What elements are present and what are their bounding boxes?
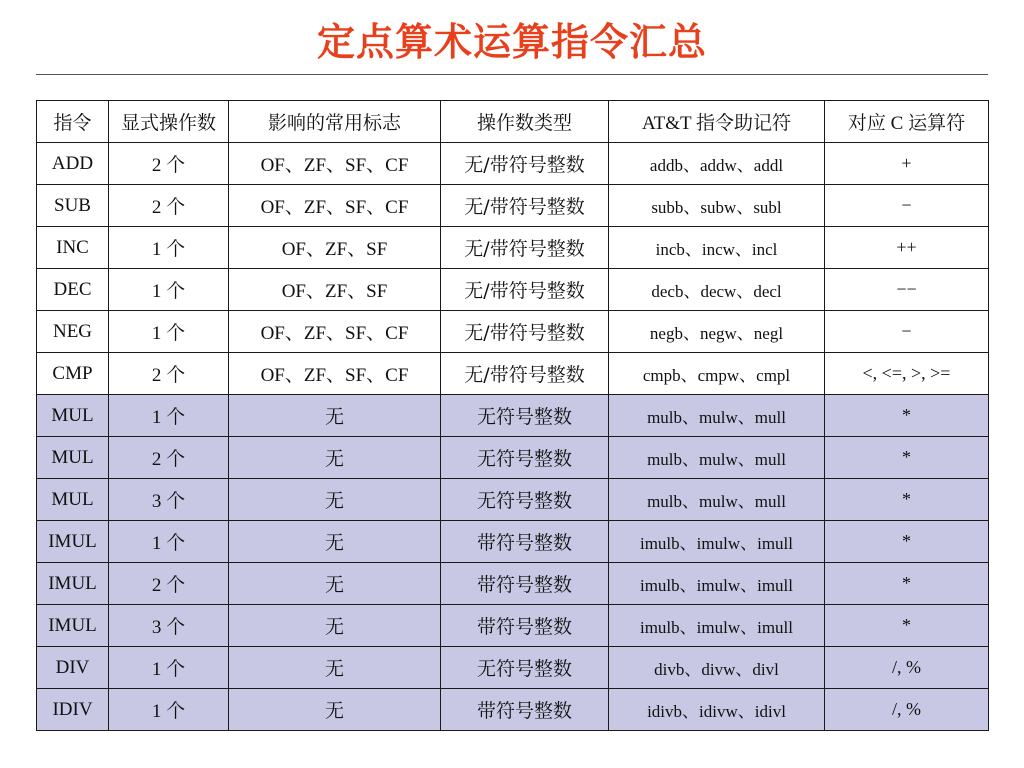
header-instruction: 指令 <box>37 101 109 143</box>
cell-flags: 无 <box>229 437 441 479</box>
cell-mnemonic: addb、addw、addl <box>609 143 825 185</box>
cell-operand-count: 1 个 <box>109 269 229 311</box>
cell-flags: OF、ZF、SF、CF <box>229 185 441 227</box>
cell-instruction: SUB <box>37 185 109 227</box>
instruction-table <box>36 100 989 731</box>
table-body <box>37 143 989 731</box>
title-divider <box>36 74 988 75</box>
cell-operand-count: 1 个 <box>109 689 229 731</box>
cell-mnemonic: negb、negw、negl <box>609 311 825 353</box>
cell-flags: 无 <box>229 521 441 563</box>
cell-flags: 无 <box>229 563 441 605</box>
header-att-mnemonic: AT&T 指令助记符 <box>609 101 825 143</box>
table-row <box>37 311 989 353</box>
cell-operand-count: 1 个 <box>109 227 229 269</box>
cell-instruction: MUL <box>37 437 109 479</box>
cell-flags: 无 <box>229 689 441 731</box>
cell-mnemonic: incb、incw、incl <box>609 227 825 269</box>
table-row <box>37 479 989 521</box>
header-c-operator: 对应 C 运算符 <box>825 101 989 143</box>
cell-mnemonic: imulb、imulw、imull <box>609 605 825 647</box>
cell-c-operator: /, % <box>825 689 989 731</box>
header-operand-type: 操作数类型 <box>441 101 609 143</box>
table-row <box>37 521 989 563</box>
table-row <box>37 647 989 689</box>
cell-operand-count: 3 个 <box>109 605 229 647</box>
cell-instruction: DEC <box>37 269 109 311</box>
cell-operand-type: 无符号整数 <box>441 437 609 479</box>
cell-flags: OF、ZF、SF <box>229 227 441 269</box>
cell-mnemonic: mulb、mulw、mull <box>609 395 825 437</box>
cell-operand-count: 2 个 <box>109 185 229 227</box>
cell-instruction: IMUL <box>37 605 109 647</box>
cell-operand-count: 1 个 <box>109 395 229 437</box>
cell-c-operator: − <box>825 311 989 353</box>
cell-flags: OF、ZF、SF、CF <box>229 143 441 185</box>
cell-mnemonic: idivb、idivw、idivl <box>609 689 825 731</box>
cell-instruction: MUL <box>37 395 109 437</box>
cell-operand-count: 1 个 <box>109 647 229 689</box>
cell-c-operator: + <box>825 143 989 185</box>
cell-instruction: MUL <box>37 479 109 521</box>
instruction-table-wrapper <box>36 100 989 731</box>
cell-operand-type: 带符号整数 <box>441 521 609 563</box>
table-row <box>37 689 989 731</box>
cell-mnemonic: cmpb、cmpw、cmpl <box>609 353 825 395</box>
cell-flags: 无 <box>229 395 441 437</box>
cell-operand-type: 无/带符号整数 <box>441 185 609 227</box>
header-affected-flags: 影响的常用标志 <box>229 101 441 143</box>
cell-operand-count: 1 个 <box>109 311 229 353</box>
cell-instruction: IDIV <box>37 689 109 731</box>
cell-c-operator: /, % <box>825 647 989 689</box>
cell-flags: 无 <box>229 605 441 647</box>
cell-operand-type: 无符号整数 <box>441 395 609 437</box>
table-row <box>37 563 989 605</box>
cell-flags: OF、ZF、SF <box>229 269 441 311</box>
cell-c-operator: * <box>825 395 989 437</box>
cell-mnemonic: mulb、mulw、mull <box>609 479 825 521</box>
cell-mnemonic: divb、divw、divl <box>609 647 825 689</box>
cell-c-operator: * <box>825 521 989 563</box>
cell-operand-count: 2 个 <box>109 353 229 395</box>
cell-operand-type: 带符号整数 <box>441 605 609 647</box>
cell-c-operator: ++ <box>825 227 989 269</box>
cell-instruction: IMUL <box>37 563 109 605</box>
cell-c-operator: * <box>825 479 989 521</box>
cell-operand-type: 无/带符号整数 <box>441 227 609 269</box>
cell-instruction: DIV <box>37 647 109 689</box>
cell-operand-type: 无/带符号整数 <box>441 269 609 311</box>
cell-mnemonic: imulb、imulw、imull <box>609 563 825 605</box>
cell-operand-count: 1 个 <box>109 521 229 563</box>
cell-operand-count: 3 个 <box>109 479 229 521</box>
table-row <box>37 353 989 395</box>
cell-flags: OF、ZF、SF、CF <box>229 311 441 353</box>
cell-operand-type: 无符号整数 <box>441 647 609 689</box>
cell-operand-type: 带符号整数 <box>441 689 609 731</box>
cell-c-operator: − <box>825 185 989 227</box>
cell-flags: 无 <box>229 479 441 521</box>
cell-mnemonic: mulb、mulw、mull <box>609 437 825 479</box>
table-header-row <box>37 101 989 143</box>
cell-flags: 无 <box>229 647 441 689</box>
cell-operand-count: 2 个 <box>109 437 229 479</box>
cell-mnemonic: subb、subw、subl <box>609 185 825 227</box>
cell-operand-type: 无/带符号整数 <box>441 353 609 395</box>
cell-c-operator: * <box>825 437 989 479</box>
cell-instruction: INC <box>37 227 109 269</box>
cell-operand-type: 无符号整数 <box>441 479 609 521</box>
cell-instruction: CMP <box>37 353 109 395</box>
cell-c-operator: * <box>825 605 989 647</box>
cell-operand-type: 带符号整数 <box>441 563 609 605</box>
cell-mnemonic: decb、decw、decl <box>609 269 825 311</box>
table-row <box>37 269 989 311</box>
cell-instruction: IMUL <box>37 521 109 563</box>
cell-mnemonic: imulb、imulw、imull <box>609 521 825 563</box>
cell-flags: OF、ZF、SF、CF <box>229 353 441 395</box>
table-row <box>37 395 989 437</box>
table-row <box>37 605 989 647</box>
cell-c-operator: −− <box>825 269 989 311</box>
header-explicit-operands: 显式操作数 <box>109 101 229 143</box>
cell-operand-count: 2 个 <box>109 143 229 185</box>
table-row <box>37 143 989 185</box>
cell-c-operator: * <box>825 563 989 605</box>
table-row <box>37 185 989 227</box>
cell-instruction: ADD <box>37 143 109 185</box>
slide-title: 定点算术运算指令汇总 <box>316 20 707 64</box>
table-row <box>37 437 989 479</box>
cell-instruction: NEG <box>37 311 109 353</box>
cell-operand-count: 2 个 <box>109 563 229 605</box>
cell-c-operator: <, <=, >, >= <box>825 353 989 395</box>
cell-operand-type: 无/带符号整数 <box>441 143 609 185</box>
table-row <box>37 227 989 269</box>
cell-operand-type: 无/带符号整数 <box>441 311 609 353</box>
